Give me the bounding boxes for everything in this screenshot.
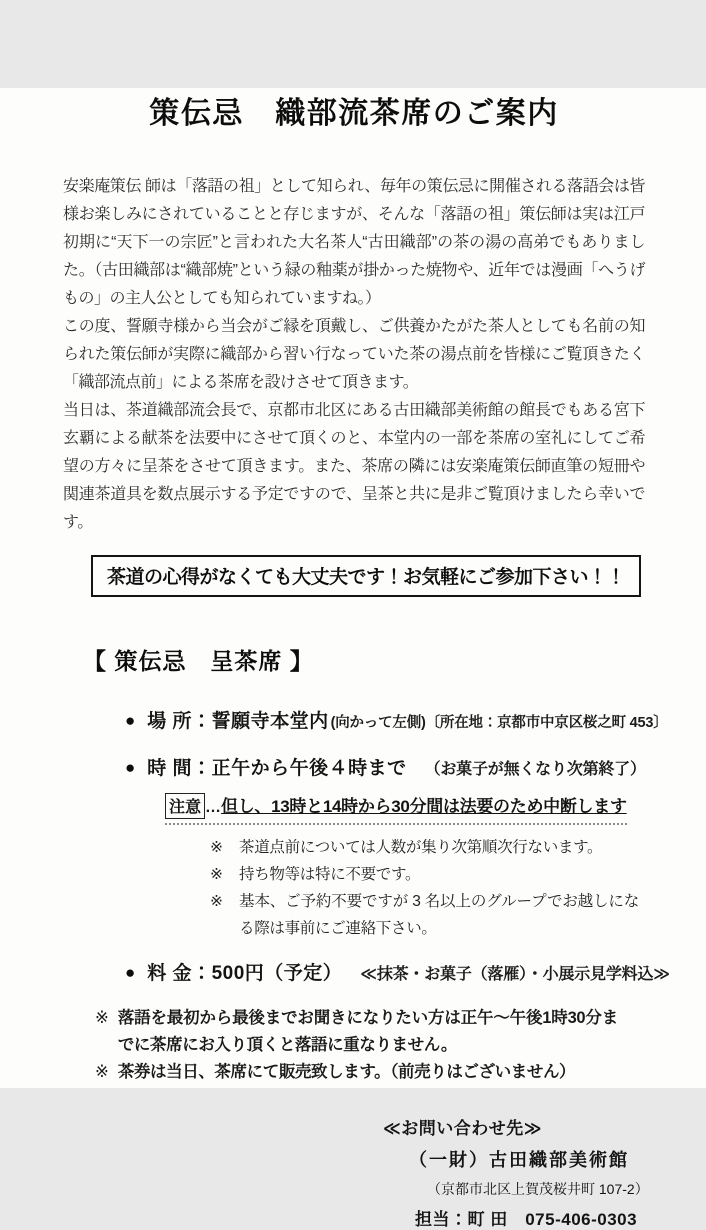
bullet-icon: ● xyxy=(125,963,136,982)
detail-row-fee xyxy=(125,958,670,985)
fee-value: 500円（予定） xyxy=(211,963,343,984)
footnote-item xyxy=(95,1005,645,1059)
place-label: 場 所： xyxy=(147,711,212,732)
caution-dots: … xyxy=(205,799,222,816)
footnote-text: 茶券は当日、茶席にて販売致します。（前売りはございません） xyxy=(117,1063,576,1081)
contact-address: （京都市北区上賀茂桜井町 107-2） xyxy=(427,1181,649,1197)
sub-note-text: 持ち物等は特に不要です。 xyxy=(239,866,421,883)
sub-note-text: 茶道点前については人数が集り次第順次行ないます。 xyxy=(239,839,603,856)
contact-person-phone: 担当：町 田 075-406-0303 xyxy=(415,1210,638,1229)
detail-row-place xyxy=(125,706,668,733)
intro-paragraph-2: この度、誓願寺様から当会がご縁を頂戴し、ご供養かたがた茶人としても名前の知られた策伝師が実際に織部から習い行なっていた茶の湯点前を皆様にご覧頂きたく「織部流点前」による茶席を設けさせて頂きます。 xyxy=(63,318,645,391)
asterisk-icon: ※ xyxy=(210,839,223,856)
callout-box: 茶道の心得がなくても大丈夫です！お気軽にご参加下さい！！ xyxy=(91,555,641,597)
intro-paragraph-3: 当日は、茶道織部流会長で、京都市北区にある古田織部美術館の館長でもある宮下玄覇による献茶を法要中にさせて頂くのと、本堂内の一部を茶席の室礼にしてご希望の方々に呈茶をさせて頂きます。また、茶席の隣には安楽庵策伝師直筆の短冊や関連茶道具を数点展示する予定ですので、呈茶と共に是非ご覧頂けましたら幸いです。 xyxy=(63,402,645,531)
fee-label: 料 金： xyxy=(147,963,212,984)
contact-heading: ≪お問い合わせ先≫ xyxy=(383,1119,543,1138)
contact-block xyxy=(383,1114,649,1230)
section-heading: 【 策伝忌 呈茶席 】 xyxy=(83,648,314,674)
bullet-icon: ● xyxy=(125,758,136,777)
time-value: 正午から午後４時まで xyxy=(211,758,407,779)
place-value: 誓願寺本堂内 xyxy=(211,711,329,732)
footnotes xyxy=(63,1005,645,1086)
asterisk-icon: ※ xyxy=(95,1063,109,1081)
asterisk-icon: ※ xyxy=(210,893,223,910)
intro-paragraphs xyxy=(63,173,645,537)
sub-note-item xyxy=(210,834,645,861)
footnote-item xyxy=(95,1059,645,1086)
callout-wrap xyxy=(91,555,645,597)
time-label: 時 間： xyxy=(147,758,212,779)
asterisk-icon: ※ xyxy=(210,866,223,883)
caution-label-box: 注意 xyxy=(165,793,205,819)
contact-organization: （一財）古田織部美術館 xyxy=(409,1150,629,1170)
caution-text: 但し、13時と14時から30分間は法要のため中断します xyxy=(221,797,627,816)
caution-inner xyxy=(165,792,627,825)
sub-note-item xyxy=(210,888,645,942)
document-page xyxy=(0,88,706,1229)
sub-notes xyxy=(63,834,645,942)
intro-paragraph-1: 安楽庵策伝 師は「落語の祖」として知られ、毎年の策伝忌に開催される落語会は皆様お楽しみにされていることと存じますが、そんな「落語の祖」策伝師は実は江戸初期に“天下一の宗匠”と言われた大名茶人“古田織部”の茶の湯の高弟でもありました。（古田織部は“織部焼”という緑の釉薬が掛かった焼物や、近年では漫画「へうげもの」の主人公としても知られていますね。） xyxy=(63,178,645,307)
bullet-icon: ● xyxy=(125,711,136,730)
fee-note: ≪抹茶・お菓子（落雁）・小展示見学料込≫ xyxy=(360,966,670,983)
place-note: (向かって左側)〔所在地：京都市中京区桜之町 453〕 xyxy=(330,715,668,731)
sub-note-text: 基本、ご予約不要ですが 3 名以上のグループでお越しになる際は事前にご連絡下さい。 xyxy=(239,893,639,937)
time-note: （お菓子が無くなり次第終了） xyxy=(424,761,646,778)
detail-row-time xyxy=(125,753,645,780)
page-title: 策伝忌 織部流茶席のご案内 xyxy=(149,97,559,130)
asterisk-icon: ※ xyxy=(95,1009,109,1027)
footnote-text: 落語を最初から最後までお聞きになりたい方は正午～午後1時30分までに茶席にお入り頂くと落語に重なりません。 xyxy=(117,1009,618,1054)
caution-row xyxy=(165,792,645,825)
sub-note-item xyxy=(210,861,645,888)
